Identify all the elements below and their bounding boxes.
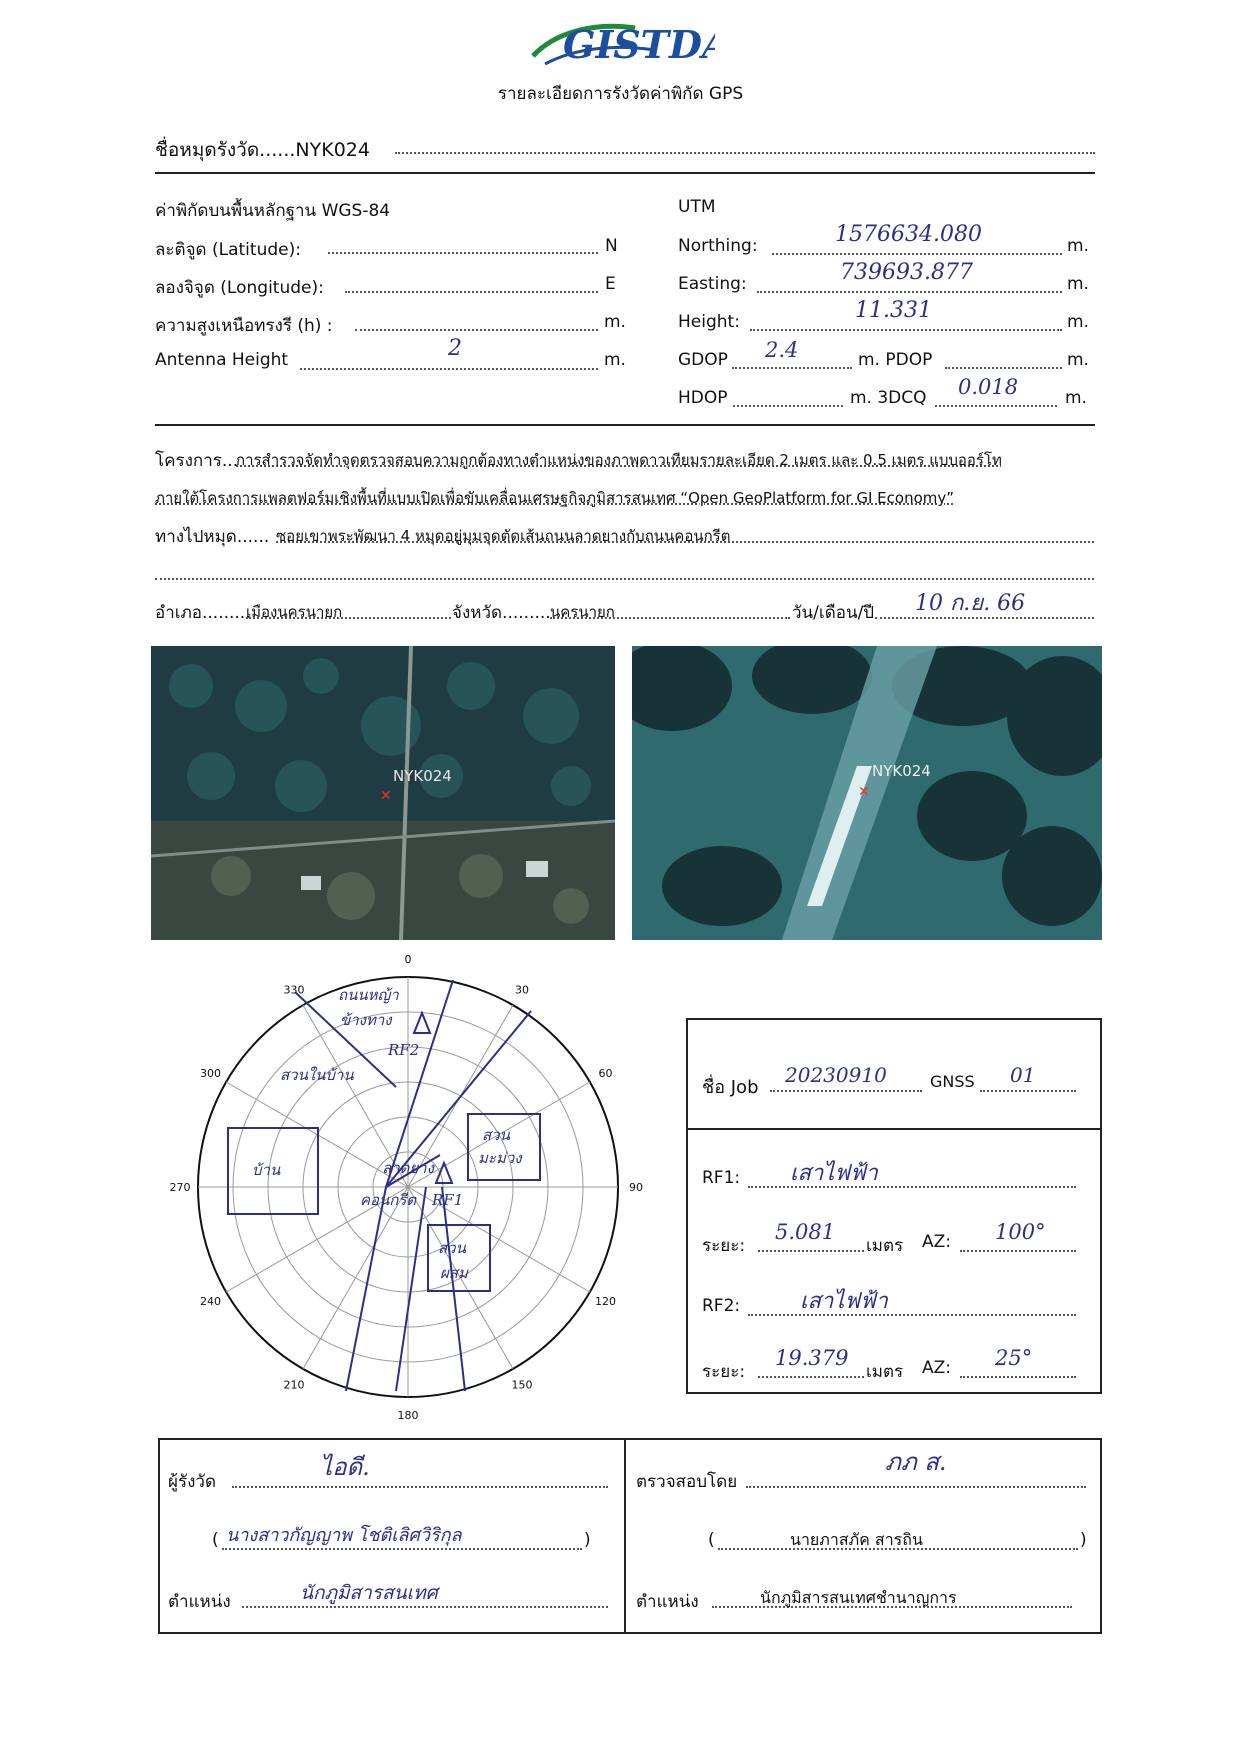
sky-plot-mango-box <box>468 1114 540 1180</box>
surveyor-label: ผู้รังวัด <box>168 1472 216 1492</box>
sky-plot-note: ข้างทาง <box>340 1011 392 1029</box>
checker-signature: ภภ ส. <box>885 1448 947 1476</box>
sky-plot-azimuth-label: 270 <box>169 1181 191 1194</box>
sky-plot <box>160 955 660 1435</box>
surveyor-sign-field <box>232 1486 608 1488</box>
pdop-field <box>945 367 1062 369</box>
utm-heading: UTM <box>678 197 716 217</box>
sky-plot-azimuth-label: 60 <box>598 1067 613 1080</box>
rf1-az-field <box>960 1250 1076 1252</box>
sky-plot-azimuth-label: 180 <box>397 1409 419 1422</box>
checker-position-label: ตำแหน่ง <box>636 1592 699 1612</box>
sky-plot-azimuth-label: 0 <box>404 955 412 966</box>
easting-field <box>757 291 1062 293</box>
height-value: 11.331 <box>855 298 932 323</box>
satellite-overview-art <box>151 646 615 940</box>
rf1-dist-label: ระยะ: <box>702 1236 746 1256</box>
rf2-label: RF2: <box>702 1296 741 1316</box>
surveyor-open-paren: ( <box>212 1530 219 1550</box>
surveyor-close-paren: ) <box>584 1530 591 1550</box>
job-field <box>770 1090 922 1092</box>
project-line1: การสำรวจจัดทำจุดตรวจสอบความถูกต้องทางตำแหน่งของภาพดาวเทียมรายละเอียด 2 เมตร และ 0.5 เมตร แบบออร์โท <box>236 451 1002 469</box>
divider-2 <box>155 424 1095 426</box>
dcq-label: m. 3DCQ <box>850 388 927 408</box>
route-field-2 <box>155 578 1094 580</box>
job-box-divider <box>686 1128 1100 1130</box>
district-value: เมืองนครนายก <box>246 603 343 621</box>
height-label: Height: <box>678 312 740 332</box>
longitude-label: ลองจิจูด (Longitude): <box>155 278 324 298</box>
antenna-height-label: Antenna Height <box>155 350 289 370</box>
gistda-logo <box>525 14 715 72</box>
date-value: 10 ก.ย. 66 <box>915 591 1026 616</box>
checker-open-paren: ( <box>708 1530 715 1550</box>
logo-text: GISTDA <box>563 22 715 67</box>
province-value: นครนายก <box>550 603 615 621</box>
checker-position: นักภูมิสารสนเทศชำนาญการ <box>760 1588 957 1607</box>
sky-plot-note: สวนในบ้าน <box>280 1066 354 1084</box>
surveyor-signature: ไอดี. <box>320 1453 370 1481</box>
rf2-value: เสาไฟฟ้า <box>800 1289 888 1314</box>
gnss-value: 01 <box>1010 1063 1036 1087</box>
sky-plot-note: คอนกรีต <box>360 1191 417 1209</box>
rf1-value: เสาไฟฟ้า <box>790 1161 878 1186</box>
hdop-field <box>733 405 843 407</box>
checker-label: ตรวจสอบโดย <box>636 1472 738 1492</box>
gdop-value: 2.4 <box>765 338 799 362</box>
gnss-label: GNSS <box>930 1072 975 1091</box>
easting-label: Easting: <box>678 274 747 294</box>
northing-label: Northing: <box>678 236 758 256</box>
sky-plot-note: ลาดยาง <box>382 1159 434 1177</box>
satellite-closeup-art <box>632 646 1102 940</box>
route-value: ซอยเขาพระพัฒนา 4 หมุดอยู่มุมจุดตัดเส้นถนนลาดยางกับถนนคอนกรีต <box>276 527 731 545</box>
sky-plot-svg <box>160 955 660 1435</box>
project-label: โครงการ... <box>155 451 239 471</box>
station-label-text: ชื่อหมุดรังวัด...... <box>155 139 296 161</box>
rf1-az-label: AZ: <box>922 1232 952 1252</box>
overview-marker-icon: ✕ <box>380 788 392 804</box>
overview-marker-label: NYK024 <box>393 767 452 785</box>
sky-plot-note: สวน <box>438 1239 466 1257</box>
ellipsoid-height-unit: m. <box>604 312 626 332</box>
rf1-label: RF1: <box>702 1168 741 1188</box>
height-field <box>750 329 1062 331</box>
province-label: จังหวัด......... <box>452 603 551 623</box>
ellipsoid-height-field <box>355 329 598 331</box>
surveyor-position-label: ตำแหน่ง <box>168 1592 231 1612</box>
sky-plot-azimuth-label: 30 <box>515 983 529 997</box>
dcq-unit: m. <box>1065 388 1087 408</box>
district-label: อำเภอ......... <box>155 603 251 623</box>
route-label: ทางไปหมุด...... <box>155 527 270 547</box>
station-value: NYK024 <box>295 139 370 161</box>
easting-unit: m. <box>1067 274 1089 294</box>
sky-plot-note: ถนนหญ้า <box>338 986 399 1004</box>
rf2-meter-label: เมตร <box>866 1362 904 1382</box>
sky-plot-note: ผสม <box>440 1264 468 1282</box>
gnss-field <box>980 1090 1076 1092</box>
sky-plot-note: RF1 <box>432 1191 464 1209</box>
rf2-dist-value: 19.379 <box>775 1346 849 1370</box>
sky-plot-rf2-marker <box>414 1013 430 1033</box>
surveyor-name: นางสาวกัญญาพ โชติเลิศวิริกุล <box>226 1525 462 1546</box>
district-field <box>246 617 451 619</box>
surveyor-position: นักภูมิสารสนเทศ <box>300 1582 438 1604</box>
province-field <box>550 617 790 619</box>
pdop-unit: m. <box>1067 350 1089 370</box>
antenna-height-value: 2 <box>448 336 462 361</box>
divider-1 <box>155 172 1095 174</box>
pdop-label: m. PDOP <box>858 350 933 370</box>
date-label: วัน/เดือน/ปี <box>792 603 875 623</box>
easting-value: 739693.877 <box>840 260 973 285</box>
northing-unit: m. <box>1067 236 1089 256</box>
rf1-dist-field <box>758 1250 864 1252</box>
satellite-image-overview <box>151 646 615 940</box>
closeup-marker-icon: ✕ <box>858 784 870 800</box>
rf2-field <box>748 1314 1076 1316</box>
sky-plot-azimuth-label: 240 <box>200 1295 222 1308</box>
rf1-meter-label: เมตร <box>866 1236 904 1256</box>
project-line2: ภายใต้โครงการแพลตฟอร์มเชิงพื้นที่แบบเปิดเพื่อขับเคลื่อนเศรษฐกิจภูมิสารสนเทศ “Open GeoPlatform for GI Economy” <box>155 489 955 507</box>
longitude-unit: E <box>605 274 616 294</box>
closeup-marker-label: NYK024 <box>872 762 931 780</box>
dcq-value: 0.018 <box>958 375 1019 399</box>
gdop-label: GDOP <box>678 350 728 370</box>
northing-value: 1576634.080 <box>835 222 982 247</box>
sky-plot-obstruction-line <box>346 1187 386 1391</box>
signature-box-divider <box>624 1438 626 1632</box>
antenna-height-unit: m. <box>604 350 626 370</box>
satellite-image-closeup <box>632 646 1102 940</box>
rf2-dist-field <box>758 1376 864 1378</box>
form-title: รายละเอียดการรังวัดค่าพิกัด GPS <box>497 84 744 104</box>
sky-plot-azimuth-label: 120 <box>594 1295 616 1308</box>
northing-field <box>772 253 1062 255</box>
sky-plot-azimuth-label: 300 <box>200 1067 222 1080</box>
sky-plot-azimuth-label: 150 <box>511 1378 533 1392</box>
gistda-logo-mark <box>525 14 715 72</box>
checker-sign-field <box>746 1486 1086 1488</box>
sky-plot-obstruction-line <box>386 980 453 1187</box>
antenna-height-field <box>300 368 598 370</box>
sky-plot-azimuth-label: 90 <box>629 1181 643 1194</box>
longitude-field <box>345 291 598 293</box>
job-label: ชื่อ Job <box>702 1077 759 1098</box>
sky-plot-note: มะม่วง <box>478 1149 522 1167</box>
rf2-dist-label: ระยะ: <box>702 1362 746 1382</box>
sky-plot-obstruction-line <box>396 1187 426 1391</box>
hdop-label: HDOP <box>678 388 728 408</box>
wgs84-heading: ค่าพิกัดบนพื้นหลักฐาน WGS-84 <box>155 201 391 221</box>
sky-plot-note: สวน <box>482 1126 510 1144</box>
rf2-az-value: 25° <box>995 1346 1033 1370</box>
ellipsoid-height-label: ความสูงเหนือทรงรี (h) : <box>155 316 333 336</box>
route-field <box>276 541 1094 543</box>
checker-name: นายภาสภัค สารถิน <box>790 1530 923 1549</box>
dcq-field <box>935 405 1057 407</box>
gdop-field <box>732 367 852 369</box>
rf2-az-label: AZ: <box>922 1358 952 1378</box>
rf1-dist-value: 5.081 <box>775 1220 836 1244</box>
sky-plot-note: บ้าน <box>252 1161 281 1179</box>
rf2-az-field <box>960 1376 1076 1378</box>
latitude-unit: N <box>605 236 618 256</box>
job-value: 20230910 <box>785 1063 887 1087</box>
checker-close-paren: ) <box>1080 1530 1087 1550</box>
station-dotline <box>395 152 1095 154</box>
height-unit: m. <box>1067 312 1089 332</box>
sky-plot-azimuth-label: 210 <box>283 1378 305 1392</box>
sky-plot-azimuth-label: 330 <box>283 983 305 997</box>
latitude-field <box>328 252 598 254</box>
sky-plot-note: RF2 <box>388 1041 420 1059</box>
rf1-az-value: 100° <box>995 1220 1046 1244</box>
latitude-label: ละติจูด (Latitude): <box>155 240 301 260</box>
station-label <box>155 135 370 165</box>
